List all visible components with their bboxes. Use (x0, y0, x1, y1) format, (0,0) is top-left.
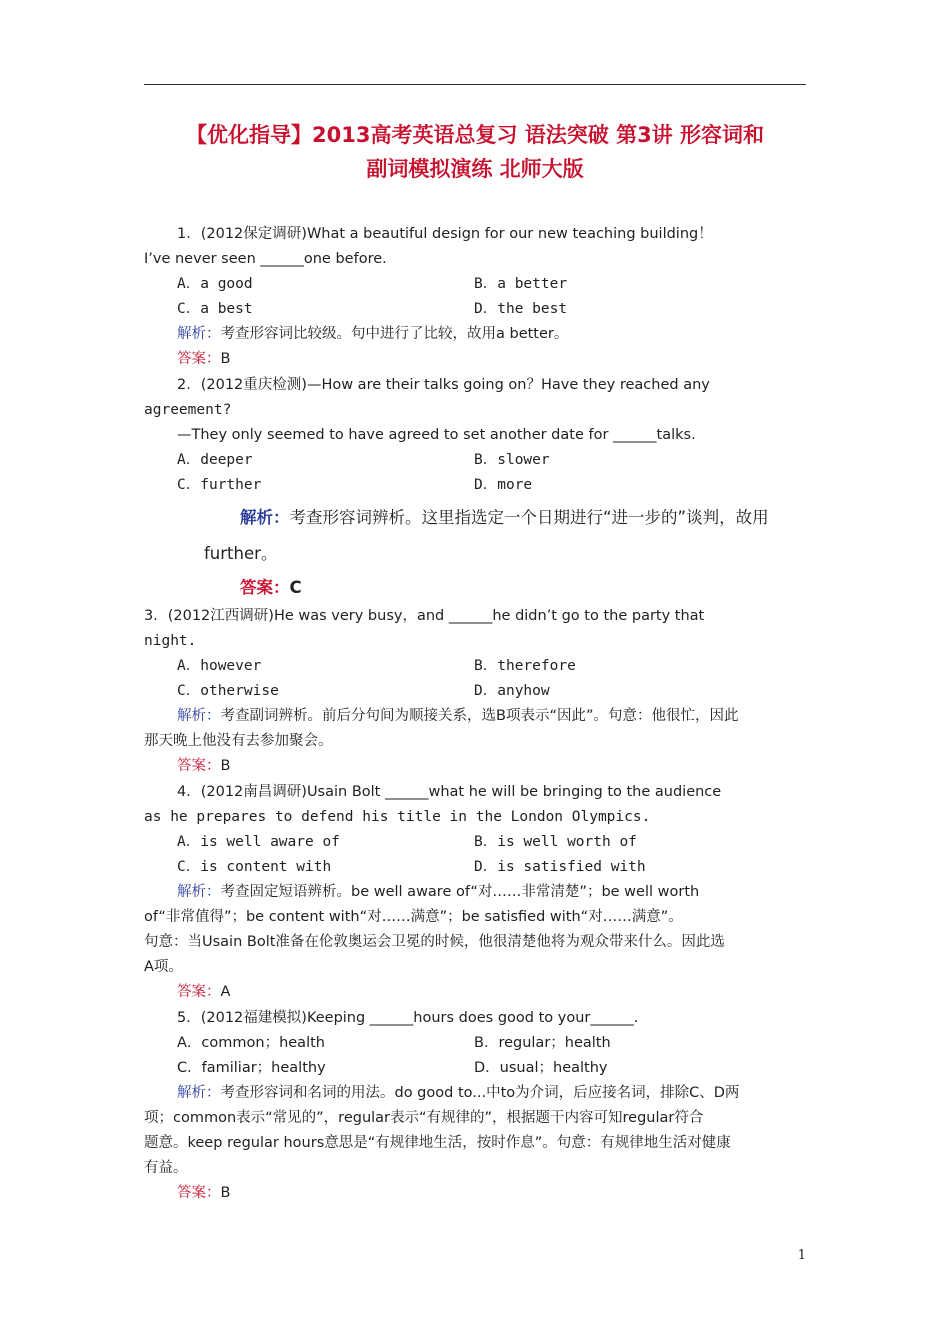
q4-analysis-line3: 句意：当Usain Bolt准备在伦敦奥运会卫冕的时候，他很清楚他将为观众带来什么。因此选 (144, 934, 725, 950)
q1-option-c: C．a best (177, 301, 253, 317)
q1-stem-line2: I’ve never seen ______one before. (144, 251, 387, 267)
q3-stem-line1: 3．(2012江西调研)He was very busy，and ______he didn’t go to the party that (144, 608, 705, 624)
q2-option-d: D．more (474, 477, 533, 493)
answer-label: 答案： (177, 758, 221, 774)
analysis-text: 考查形容词比较级。句中进行了比较，故用a better。 (220, 326, 569, 342)
q5-option-c: C．familiar；healthy (177, 1060, 326, 1076)
analysis-text: 考查形容词辨析。这里指选定一个日期进行“进一步的”谈判，故用 (289, 508, 769, 527)
q2-stem-line3: —They only seemed to have agreed to set another date for ______talks. (177, 427, 696, 443)
q3-analysis (177, 706, 738, 726)
q2-analysis-line2: further。 (204, 544, 278, 563)
answer-text: C (289, 578, 302, 597)
q4-analysis-line2: of“非常值得”；be content with“对……满意”；be satisfied with“对……满意”。 (144, 909, 683, 925)
q1-option-b: B．a better (474, 276, 568, 292)
q1-analysis (177, 324, 568, 344)
q3-stem-line2: night. (144, 633, 197, 649)
analysis-text: 考查副词辨析。前后分句间为顺接关系，选B项表示“因此”。句意：他很忙，因此 (220, 708, 739, 724)
q4-stem-line1: 4．(2012南昌调研)Usain Bolt ______what he will be bringing to the audience (177, 784, 722, 800)
answer-text: B (220, 758, 231, 774)
q2-analysis (240, 507, 769, 529)
q4-analysis-line4: A项。 (144, 959, 183, 975)
q2-option-c: C．further (177, 477, 262, 493)
q5-stem-line1: 5．(2012福建模拟)Keeping ______hours does good to your______. (177, 1010, 639, 1026)
q5-analysis-line4: 有益。 (144, 1160, 188, 1176)
q2-answer (240, 577, 302, 599)
analysis-text: 考查形容词和名词的用法。do good to...中to为介词，后应接名词，排除C、D两 (220, 1085, 740, 1101)
q5-option-a: A．common；health (177, 1035, 325, 1051)
q2-stem-line2: agreement? (144, 402, 232, 418)
q5-answer (177, 1183, 230, 1203)
analysis-text: 考查固定短语辨析。be well aware of“对……非常清楚”；be well worth (220, 884, 700, 900)
answer-text: B (220, 351, 231, 367)
q3-option-b: B．therefore (474, 658, 576, 674)
analysis-label: 解析： (177, 708, 221, 724)
page-number: 1 (797, 1248, 806, 1263)
q3-option-a: A．however (177, 658, 262, 674)
q4-option-d: D．is satisfied with (474, 859, 646, 875)
q4-analysis (177, 882, 699, 902)
q2-option-a: A．deeper (177, 452, 253, 468)
answer-text: A (220, 984, 231, 1000)
answer-label: 答案： (240, 578, 290, 597)
q5-analysis-line3: 题意。keep regular hours意思是“有规律地生活，按时作息”。句意：有规律地生活对健康 (144, 1135, 731, 1151)
analysis-label: 解析： (177, 884, 221, 900)
answer-label: 答案： (177, 1185, 221, 1201)
answer-text: B (220, 1185, 231, 1201)
analysis-label: 解析： (177, 326, 221, 342)
q3-option-c: C．otherwise (177, 683, 279, 699)
q1-option-d: D．the best (474, 301, 568, 317)
page-title-line1: 【优化指导】2013高考英语总复习 语法突破 第3讲 形容词和 (186, 123, 764, 147)
q1-option-a: A．a good (177, 276, 253, 292)
page-title-line2: 副词模拟演练 北师大版 (366, 157, 584, 181)
q1-answer (177, 349, 230, 369)
q4-stem-line2: as he prepares to defend his title in the London Olympics. (144, 809, 651, 825)
q4-answer (177, 982, 230, 1002)
q4-option-c: C．is content with (177, 859, 332, 875)
q3-analysis-line2: 那天晚上他没有去参加聚会。 (144, 733, 333, 749)
answer-label: 答案： (177, 984, 221, 1000)
header-rule (144, 84, 806, 85)
q4-option-b: B．is well worth of (474, 834, 637, 850)
answer-label: 答案： (177, 351, 221, 367)
q3-option-d: D．anyhow (474, 683, 550, 699)
q5-analysis-line2: 项；common表示“常见的”，regular表示“有规律的”，根据题干内容可知regular符合 (144, 1110, 704, 1126)
q4-option-a: A．is well aware of (177, 834, 340, 850)
q2-stem-line1: 2．(2012重庆检测)—How are their talks going on？Have they reached any (177, 377, 710, 393)
q2-option-b: B．slower (474, 452, 550, 468)
q1-stem-line1: 1．(2012保定调研)What a beautiful design for our new teaching building！ (177, 226, 713, 242)
analysis-label: 解析： (177, 1085, 221, 1101)
q5-option-b: B．regular；health (474, 1035, 611, 1051)
analysis-label: 解析： (240, 508, 290, 527)
q5-option-d: D．usual；healthy (474, 1060, 608, 1076)
q5-analysis (177, 1083, 739, 1103)
q3-answer (177, 756, 230, 776)
